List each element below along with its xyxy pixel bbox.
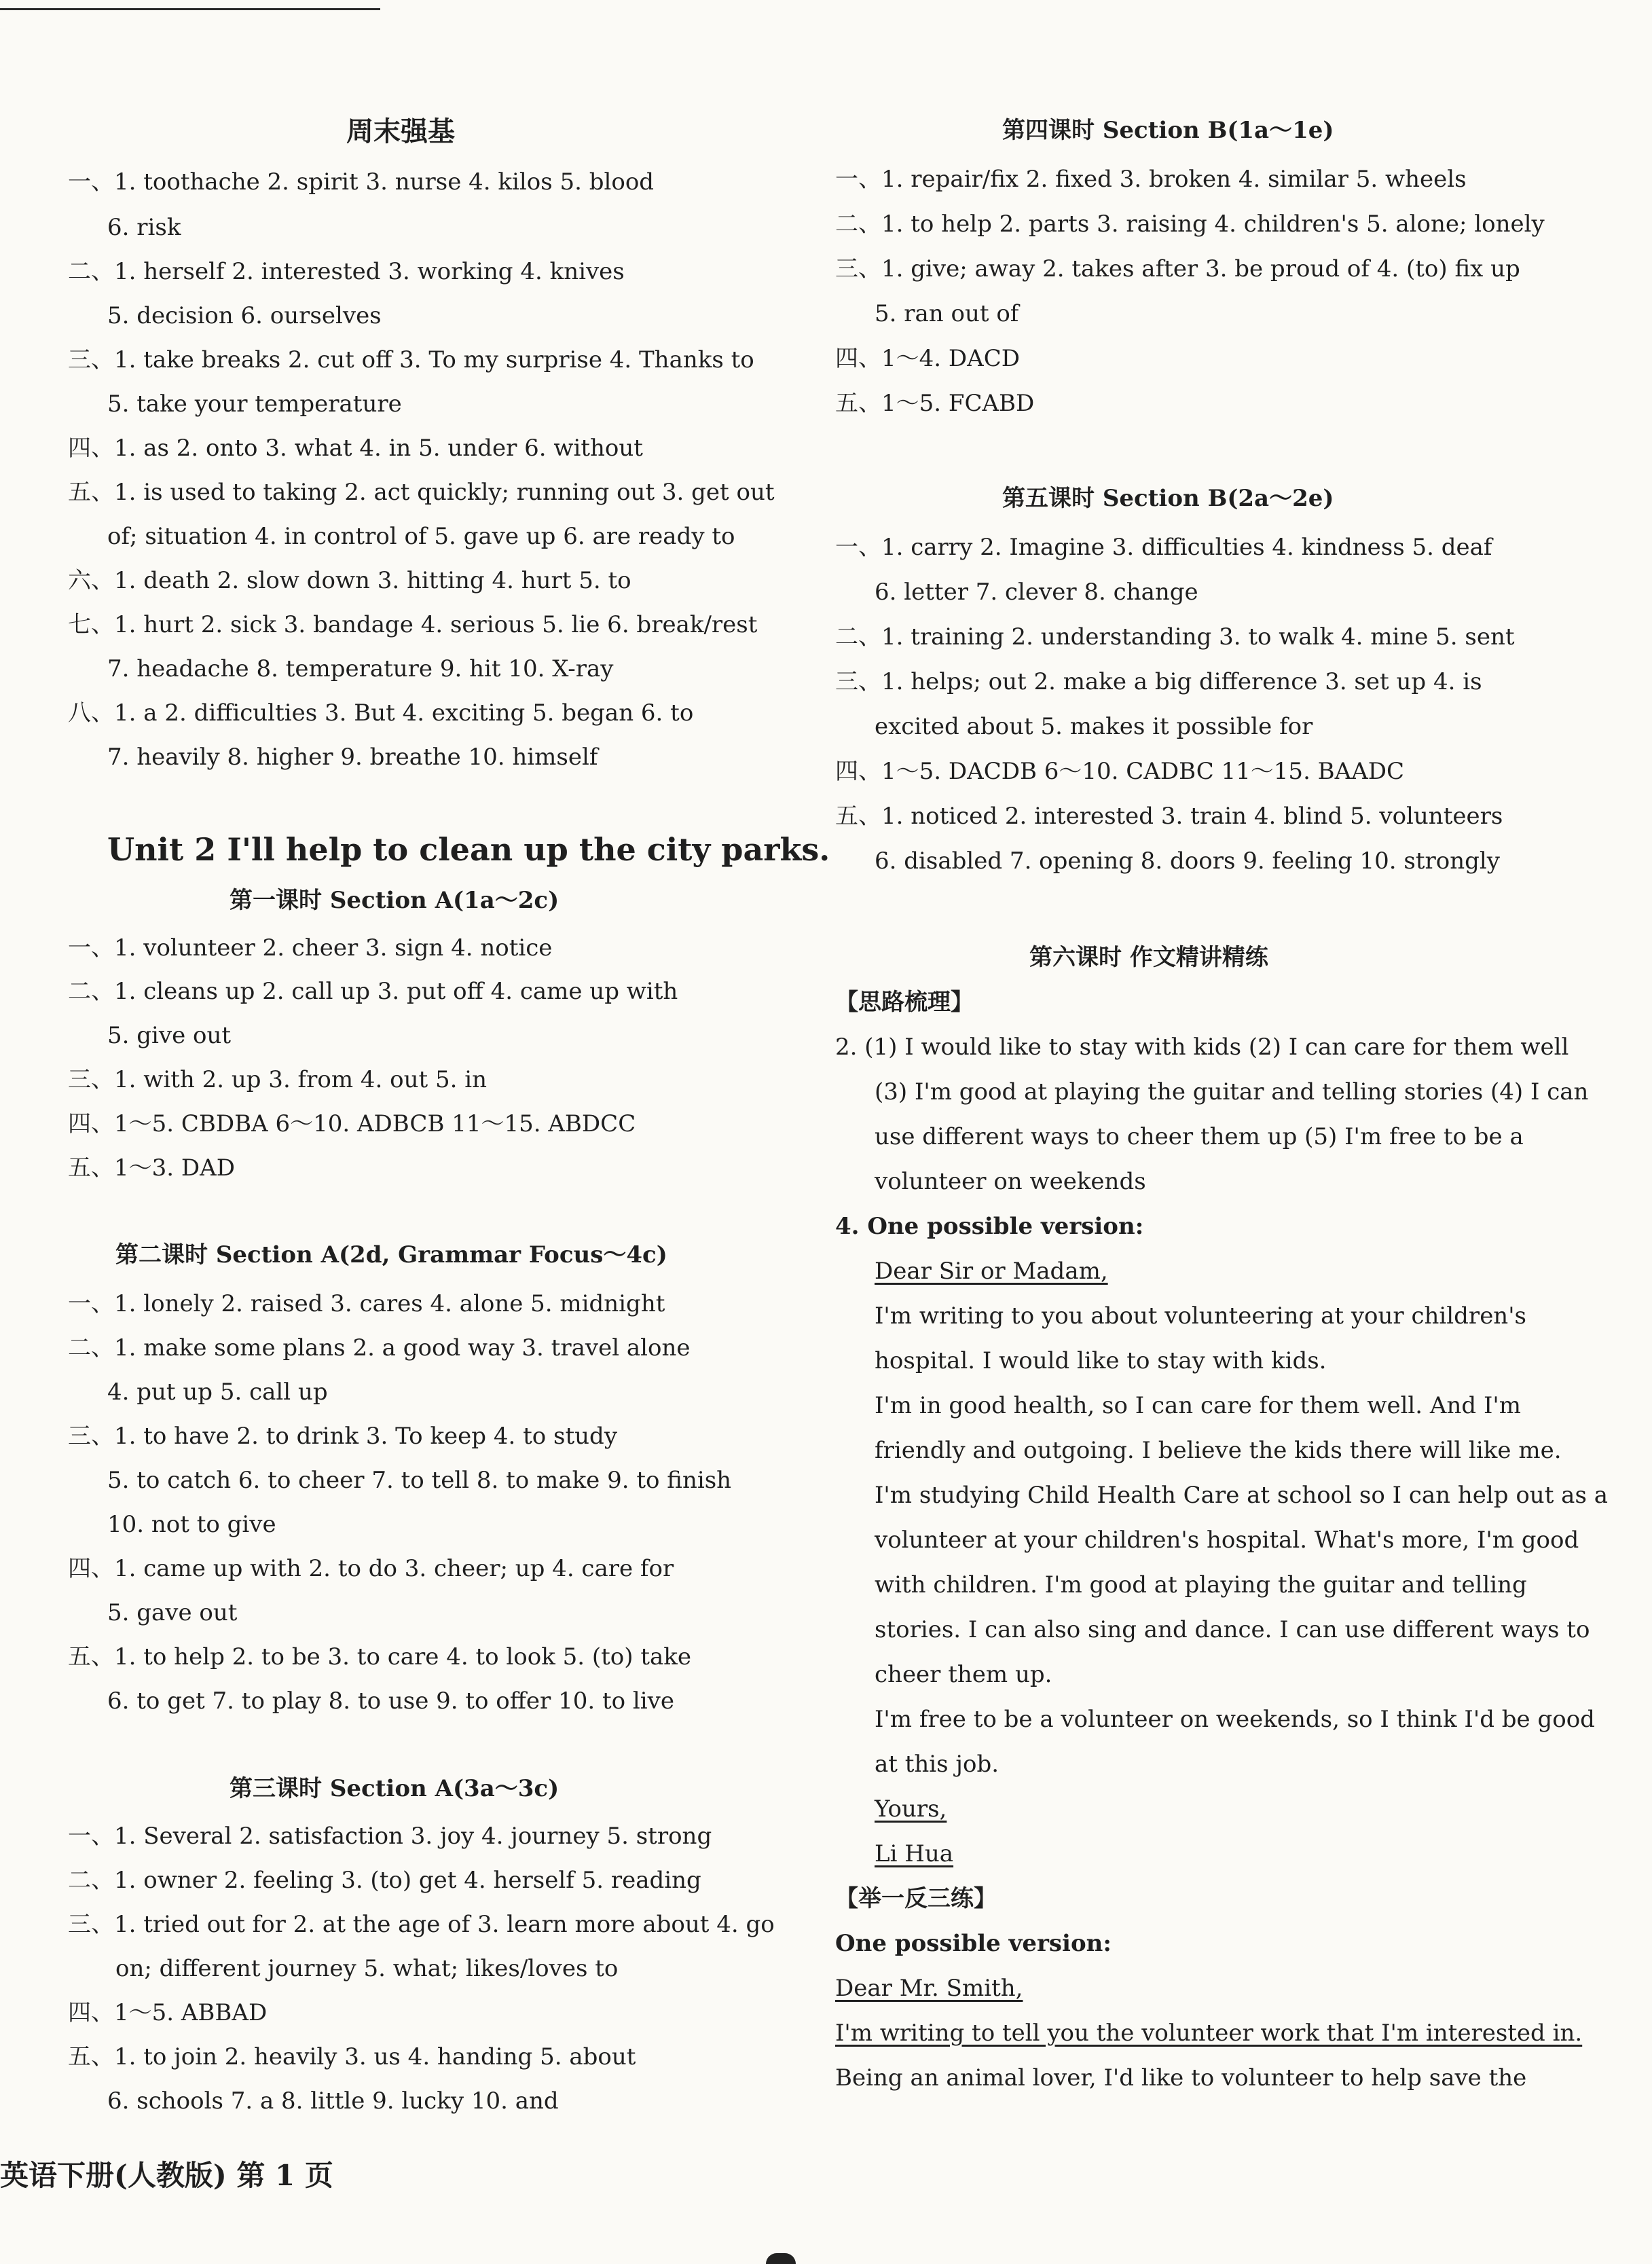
left-line: 第三课时 Section A(3a～3c) — [230, 1775, 559, 1802]
left-line: 一、1. Several 2. satisfaction 3. joy 4. journey 5. strong — [68, 1823, 712, 1850]
left-line: 八、1. a 2. difficulties 3. But 4. exciting 5. began 6. to — [68, 699, 694, 727]
left-line: 五、1. is used to taking 2. act quickly; running out 3. get out — [68, 479, 775, 506]
left-line: 5. decision 6. ourselves — [107, 302, 382, 329]
right-line: One possible version: — [835, 1930, 1112, 1957]
left-line: 6. to get 7. to play 8. to use 9. to offer 10. to live — [107, 1687, 675, 1715]
left-line: 5. to catch 6. to cheer 7. to tell 8. to make 9. to finish — [107, 1467, 732, 1494]
right-line: 第五课时 Section B(2a～2e) — [1002, 485, 1334, 512]
right-line: I'm studying Child Health Care at school so I can help out as a — [875, 1482, 1608, 1509]
left-line: Unit 2 I'll help to clean up the city parks. — [107, 831, 830, 868]
left-line: 二、1. herself 2. interested 3. working 4. knives — [68, 258, 625, 285]
right-line: use different ways to cheer them up (5) I'm free to be a — [875, 1123, 1524, 1150]
left-line: 五、1. to join 2. heavily 3. us 4. handing 5. about — [68, 2043, 636, 2070]
left-line: 一、1. toothache 2. spirit 3. nurse 4. kilos 5. blood — [68, 168, 655, 196]
right-line: 【举一反三练】 — [835, 1885, 997, 1912]
right-line: 三、1. helps; out 2. make a big difference 3. set up 4. is — [835, 668, 1482, 695]
right-line: 4. One possible version: — [835, 1213, 1144, 1240]
left-line: 二、1. owner 2. feeling 3. (to) get 4. herself 5. reading — [68, 1867, 701, 1894]
right-line: excited about 5. makes it possible for — [875, 713, 1313, 740]
right-line: volunteer on weekends — [875, 1168, 1146, 1195]
right-line: 五、1～5. FCABD — [835, 390, 1035, 417]
right-line: Yours, — [875, 1795, 947, 1823]
left-line: 四、1. came up with 2. to do 3. cheer; up 4. care for — [68, 1555, 674, 1582]
left-line: 五、1. to help 2. to be 3. to care 4. to look 5. (to) take — [68, 1643, 691, 1670]
right-line: 第四课时 Section B(1a～1e) — [1002, 117, 1334, 144]
right-line: 5. ran out of — [875, 300, 1019, 327]
left-line: 4. put up 5. call up — [107, 1379, 328, 1406]
right-line: I'm in good health, so I can care for them well. And I'm — [875, 1392, 1521, 1419]
page-footer: 英语下册(人教版) 第 1 页 — [0, 2159, 333, 2192]
right-line: 一、1. repair/fix 2. fixed 3. broken 4. similar 5. wheels — [835, 166, 1467, 193]
right-line: volunteer at your children's hospital. What's more, I'm good — [875, 1527, 1579, 1554]
right-line: Dear Mr. Smith, — [835, 1975, 1023, 2002]
left-line: 5. gave out — [107, 1599, 238, 1626]
right-line: 四、1～4. DACD — [835, 345, 1020, 372]
left-line: 二、1. cleans up 2. call up 3. put off 4. came up with — [68, 978, 678, 1005]
left-line: 5. take your temperature — [107, 390, 402, 418]
left-line: 四、1～5. CBDBA 6～10. ADBCB 11～15. ABDCC — [68, 1110, 636, 1137]
right-line: Being an animal lover, I'd like to volunteer to help save the — [835, 2064, 1527, 2092]
left-line: 三、1. tried out for 2. at the age of 3. learn more about 4. go — [68, 1911, 775, 1938]
right-line: hospital. I would like to stay with kids. — [875, 1347, 1327, 1374]
right-line: 一、1. carry 2. Imagine 3. difficulties 4. kindness 5. deaf — [835, 534, 1492, 561]
left-line: 第一课时 Section A(1a～2c) — [230, 887, 559, 914]
left-line: 10. not to give — [107, 1511, 276, 1538]
left-line: of; situation 4. in control of 5. gave up 6. are ready to — [107, 523, 735, 550]
right-line: 第六课时 作文精讲精练 — [1029, 944, 1268, 971]
right-line: Li Hua — [875, 1840, 954, 1867]
top-rule — [0, 8, 380, 10]
right-line: Dear Sir or Madam, — [875, 1258, 1108, 1285]
right-line: friendly and outgoing. I believe the kids there will like me. — [875, 1437, 1562, 1464]
right-line: with children. I'm good at playing the guitar and telling — [875, 1571, 1527, 1599]
left-line: 二、1. make some plans 2. a good way 3. travel alone — [68, 1334, 691, 1362]
right-line: I'm free to be a volunteer on weekends, so I think I'd be good — [875, 1706, 1595, 1733]
left-line: 周末强基 — [346, 115, 455, 147]
bottom-binding-mark — [766, 2253, 796, 2264]
right-line: 6. disabled 7. opening 8. doors 9. feeling 10. strongly — [875, 847, 1500, 875]
left-line: 7. headache 8. temperature 9. hit 10. X-ray — [107, 655, 614, 682]
left-line: on; different journey 5. what; likes/loves to — [115, 1955, 619, 1982]
left-line: 三、1. to have 2. to drink 3. To keep 4. to study — [68, 1423, 618, 1450]
right-line: 三、1. give; away 2. takes after 3. be proud of 4. (to) fix up — [835, 255, 1520, 282]
right-line: 二、1. to help 2. parts 3. raising 4. children's 5. alone; lonely — [835, 211, 1545, 238]
right-line: 2. (1) I would like to stay with kids (2) I can care for them well — [835, 1034, 1569, 1061]
left-line: 6. schools 7. a 8. little 9. lucky 10. and — [107, 2087, 559, 2115]
right-line: 【思路梳理】 — [835, 989, 974, 1016]
left-line: 四、1. as 2. onto 3. what 4. in 5. under 6. without — [68, 435, 643, 462]
left-line: 6. risk — [107, 214, 181, 241]
left-line: 5. give out — [107, 1022, 232, 1049]
right-line: I'm writing to tell you the volunteer work that I'm interested in. — [835, 2020, 1583, 2047]
right-line: 四、1～5. DACDB 6～10. CADBC 11～15. BAADC — [835, 758, 1405, 785]
left-line: 第二课时 Section A(2d, Grammar Focus～4c) — [115, 1241, 667, 1268]
left-line: 一、1. volunteer 2. cheer 3. sign 4. notice — [68, 934, 553, 962]
right-line: at this job. — [875, 1751, 999, 1778]
right-line: (3) I'm good at playing the guitar and telling stories (4) I can — [875, 1078, 1589, 1106]
left-line: 一、1. lonely 2. raised 3. cares 4. alone 5. midnight — [68, 1290, 665, 1317]
right-line: 二、1. training 2. understanding 3. to walk 4. mine 5. sent — [835, 623, 1515, 651]
left-line: 七、1. hurt 2. sick 3. bandage 4. serious 5. lie 6. break/rest — [68, 611, 758, 638]
right-line: 6. letter 7. clever 8. change — [875, 579, 1198, 606]
left-line: 三、1. with 2. up 3. from 4. out 5. in — [68, 1066, 488, 1093]
left-line: 六、1. death 2. slow down 3. hitting 4. hurt 5. to — [68, 567, 631, 594]
right-line: stories. I can also sing and dance. I can use different ways to — [875, 1616, 1590, 1643]
left-line: 五、1～3. DAD — [68, 1154, 235, 1182]
right-line: 五、1. noticed 2. interested 3. train 4. blind 5. volunteers — [835, 803, 1503, 830]
left-line: 7. heavily 8. higher 9. breathe 10. himself — [107, 744, 598, 771]
left-line: 四、1～5. ABBAD — [68, 1999, 268, 2026]
left-line: 三、1. take breaks 2. cut off 3. To my surprise 4. Thanks to — [68, 346, 754, 373]
right-line: cheer them up. — [875, 1661, 1052, 1688]
right-line: I'm writing to you about volunteering at your children's — [875, 1302, 1527, 1330]
